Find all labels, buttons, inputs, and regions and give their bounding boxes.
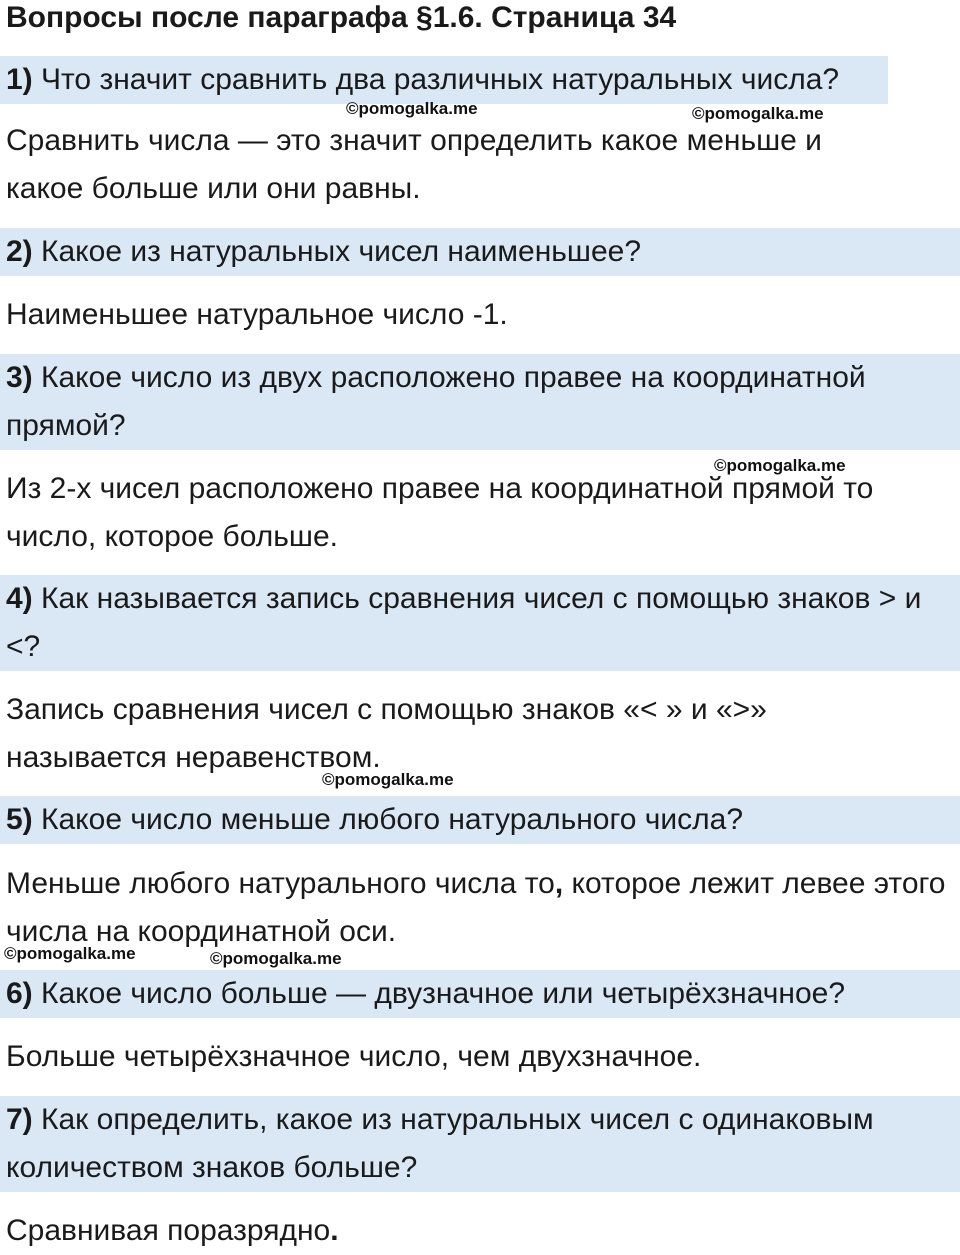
watermark: ©pomogalka.me xyxy=(346,99,478,118)
question-number: 5) xyxy=(6,803,33,836)
watermark: ©pomogalka.me xyxy=(692,104,824,123)
question-text: Что значит сравнить два различных натуральных числа? xyxy=(32,63,840,96)
question-number: 2) xyxy=(6,235,33,268)
question-number: 3) xyxy=(6,361,33,394)
answer-6: Больше четырёхзначное число, чем двухзначное. xyxy=(6,1040,702,1073)
answer-punctuation: , xyxy=(554,867,564,900)
answer-1: Сравнить числа — это значит определить какое меньше и какое больше или они равны. xyxy=(6,124,822,205)
answer-3: Из 2-х чисел расположено правее на координатной прямой то число, которое больше. xyxy=(6,472,874,553)
question-text: Какое из натуральных чисел наименьшее? xyxy=(32,235,642,268)
answer-7 xyxy=(6,1207,956,1255)
watermark: ©pomogalka.me xyxy=(714,456,846,475)
answer-5 xyxy=(6,860,946,956)
answer-4: Запись сравнения чисел с помощью знаков «< » и «>» называется неравенством. xyxy=(6,693,767,774)
question-2 xyxy=(0,228,960,276)
question-6 xyxy=(0,970,960,1018)
question-number: 4) xyxy=(6,582,33,615)
question-4 xyxy=(0,575,960,671)
watermark: ©pomogalka.me xyxy=(322,770,454,789)
answer-2: Наименьшее натуральное число -1. xyxy=(6,298,508,331)
question-text: Какое число больше — двузначное или четырёхзначное? xyxy=(32,977,846,1010)
watermark: ©pomogalka.me xyxy=(4,944,136,963)
question-number: 1) xyxy=(6,63,33,96)
question-text: Какое число меньше любого натурального числа? xyxy=(32,803,744,836)
answer-punctuation: . xyxy=(330,1214,339,1247)
question-text: Как называется запись сравнения чисел с помощью знаков > и <? xyxy=(6,582,922,663)
page-title: Вопросы после параграфа §1.6. Страница 34 xyxy=(6,1,677,34)
answer-text: Меньше любого натурального числа то xyxy=(6,867,555,900)
question-text: Какое число из двух расположено правее на координатной прямой? xyxy=(6,361,866,442)
question-5 xyxy=(0,796,960,844)
question-number: 6) xyxy=(6,977,33,1010)
question-number: 7) xyxy=(6,1103,33,1136)
question-1 xyxy=(0,56,888,104)
answer-text: Сравнивая поразрядно xyxy=(6,1214,331,1247)
question-text: Как определить, какое из натуральных чисел с одинаковым количеством знаков больше? xyxy=(6,1103,874,1184)
question-7 xyxy=(0,1096,960,1192)
answer-text: которое лежит левее этого числа на координатной оси. xyxy=(6,867,946,948)
watermark: ©pomogalka.me xyxy=(210,949,342,968)
question-3 xyxy=(0,354,960,450)
